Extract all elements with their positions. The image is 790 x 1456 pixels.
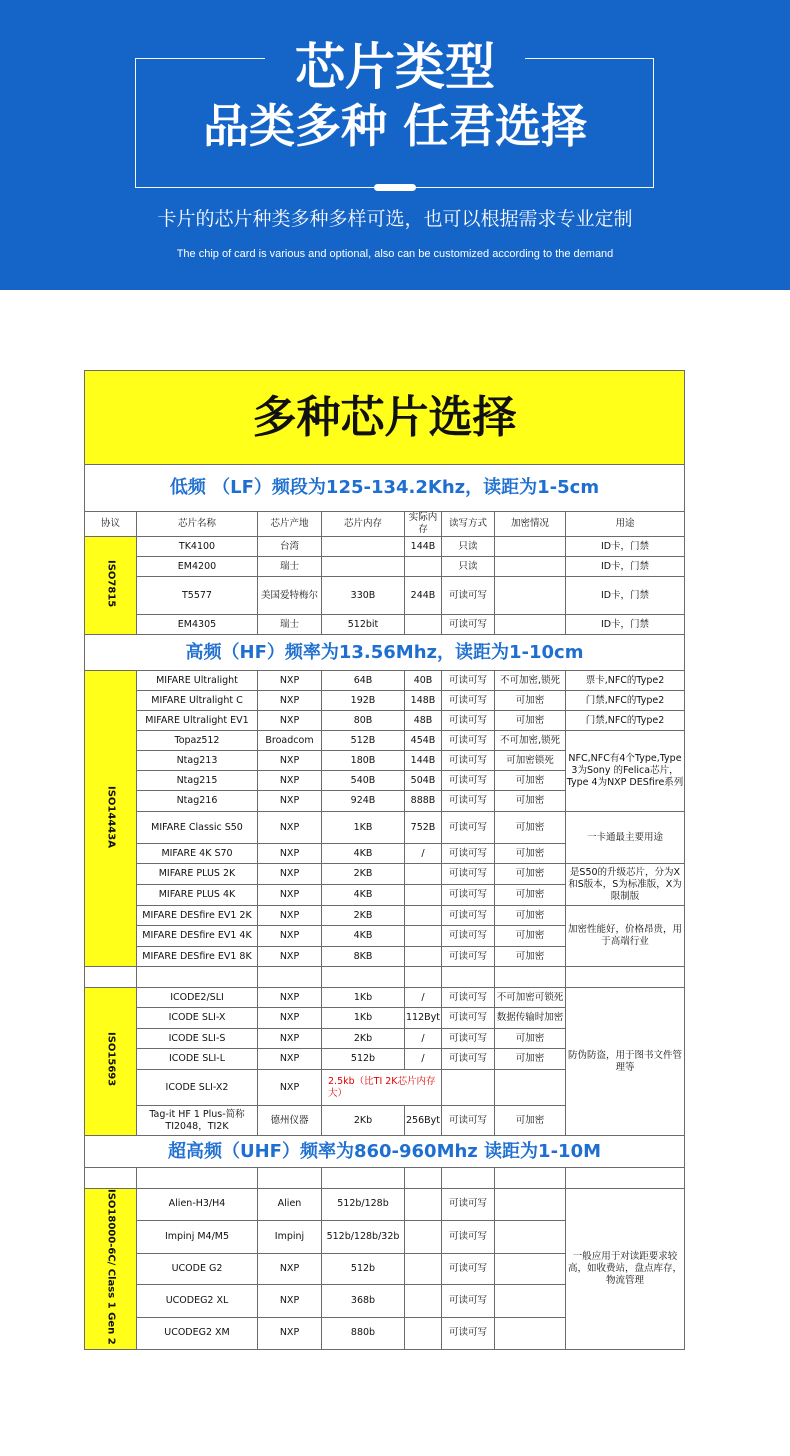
table-cell: 可读可写 — [442, 1106, 495, 1136]
chip-table — [84, 370, 685, 1350]
table-cell: NXP — [258, 1008, 322, 1029]
header-cell: 实际内存 — [405, 512, 442, 537]
table-cell — [405, 1318, 442, 1350]
use-cell: 门禁,NFC的Type2 — [566, 711, 685, 731]
table-cell: 可读可写 — [442, 1008, 495, 1029]
empty-row — [85, 967, 685, 988]
header-cell: 读写方式 — [442, 512, 495, 537]
table-cell: ID卡，门禁 — [566, 557, 685, 577]
table-cell: 可读可写 — [442, 844, 495, 864]
table-cell: 不可加密,锁死 — [495, 731, 566, 751]
table-cell: 台湾 — [258, 537, 322, 557]
table-cell: 可加密 — [495, 926, 566, 947]
table-cell — [405, 1220, 442, 1253]
protocol-hf: ISO14443A — [105, 785, 117, 848]
use-cell: 防伪防盗，用于图书文件管理等 — [566, 988, 685, 1136]
table-cell — [322, 557, 405, 577]
table-cell: EM4305 — [137, 615, 258, 635]
header-cell: 芯片产地 — [258, 512, 322, 537]
table-cell: ICODE2/SLI — [137, 988, 258, 1008]
table-row — [85, 671, 685, 691]
protocol-uhf: ISO18000-6C/ Class 1 Gen 2 — [105, 1189, 117, 1345]
table-cell: TK4100 — [137, 537, 258, 557]
table-row — [85, 577, 685, 615]
table-row — [85, 691, 685, 711]
table-cell — [495, 1070, 566, 1106]
banner-title: 芯片类型 — [295, 38, 495, 96]
table-cell: 可读可写 — [442, 906, 495, 926]
table-cell: 可加密 — [495, 885, 566, 906]
table-cell: Impinj M4/M5 — [137, 1220, 258, 1253]
table-cell: MIFARE PLUS 4K — [137, 885, 258, 906]
table-cell — [405, 864, 442, 885]
table-cell — [495, 1253, 566, 1285]
banner-notch — [374, 184, 416, 191]
table-cell: T5577 — [137, 577, 258, 615]
table-cell: 4KB — [322, 926, 405, 947]
table-cell: 924B — [322, 791, 405, 812]
table-cell: 512b/128b — [322, 1189, 405, 1221]
table-cell — [495, 1189, 566, 1221]
table-cell: NXP — [258, 1070, 322, 1106]
table-cell: 可读可写 — [442, 1029, 495, 1049]
table-cell: UCODEG2 XM — [137, 1318, 258, 1350]
use-cell: 加密性能好，价格昂贵，用于高端行业 — [566, 906, 685, 967]
header-cell: 加密情况 — [495, 512, 566, 537]
table-cell: MIFARE Ultralight C — [137, 691, 258, 711]
table-cell: 512b — [322, 1253, 405, 1285]
table-cell: 180B — [322, 751, 405, 771]
table-cell: Broadcom — [258, 731, 322, 751]
table-row — [85, 812, 685, 844]
table-cell: MIFARE 4K S70 — [137, 844, 258, 864]
table-cell: MIFARE DESfire EV1 2K — [137, 906, 258, 926]
table-cell: ICODE SLI-L — [137, 1049, 258, 1070]
table-cell: 数据传输时加密 — [495, 1008, 566, 1029]
table-cell: NXP — [258, 1318, 322, 1350]
table-cell: 144B — [405, 537, 442, 557]
table-cell: 可加密 — [495, 812, 566, 844]
table-cell: Alien — [258, 1189, 322, 1221]
band-uhf: 超高频（UHF）频率为860-960Mhz 读距为1-10M — [85, 1136, 685, 1168]
protocol-iso15693: ISO15693 — [105, 1032, 117, 1087]
table-cell: 144B — [405, 751, 442, 771]
table-cell: NXP — [258, 864, 322, 885]
empty-row — [85, 1168, 685, 1189]
table-cell: NXP — [258, 812, 322, 844]
table-cell: 可读可写 — [442, 771, 495, 791]
banner-subtitle-cn: 卡片的芯片种类多种多样可选，也可以根据需求专业定制 — [157, 208, 633, 230]
table-cell: NXP — [258, 885, 322, 906]
table-cell: ID卡，门禁 — [566, 577, 685, 615]
table-cell: 可读可写 — [442, 751, 495, 771]
table-cell: MIFARE Ultralight — [137, 671, 258, 691]
table-cell — [405, 926, 442, 947]
table-cell: 可加密 — [495, 691, 566, 711]
table-cell: 可读可写 — [442, 1253, 495, 1285]
table-cell: 可读可写 — [442, 615, 495, 635]
table-cell — [405, 906, 442, 926]
table-cell: UCODEG2 XL — [137, 1285, 258, 1318]
table-cell: / — [405, 844, 442, 864]
table-cell: 可读可写 — [442, 1285, 495, 1318]
table-cell: 可读可写 — [442, 926, 495, 947]
table-cell: NXP — [258, 711, 322, 731]
table-cell-highlight: 2.5kb（比TI 2K芯片内存大） — [322, 1070, 442, 1106]
table-cell: 2KB — [322, 864, 405, 885]
table-cell: 可读可写 — [442, 577, 495, 615]
protocol-cell — [85, 537, 137, 635]
table-cell: 244B — [405, 577, 442, 615]
table-cell: 可读可写 — [442, 988, 495, 1008]
table-row — [85, 711, 685, 731]
table-cell: 148B — [405, 691, 442, 711]
header-cell: 芯片内存 — [322, 512, 405, 537]
header-banner — [0, 0, 790, 290]
table-cell: NXP — [258, 1253, 322, 1285]
table-cell: ICODE SLI-X2 — [137, 1070, 258, 1106]
table-cell: Alien-H3/H4 — [137, 1189, 258, 1221]
table-cell: 512b/128b/32b — [322, 1220, 405, 1253]
table-cell: 1Kb — [322, 988, 405, 1008]
use-cell: 一卡通最主要用途 — [566, 812, 685, 864]
table-cell: 可加密 — [495, 947, 566, 967]
table-row — [85, 615, 685, 635]
table-cell: Ntag213 — [137, 751, 258, 771]
table-cell: MIFARE Classic S50 — [137, 812, 258, 844]
table-cell: EM4200 — [137, 557, 258, 577]
use-cell: NFC,NFC有4个Type,Type 3为Sony 的Felica芯片，Type 4为NXP DESfire系列 — [566, 731, 685, 812]
table-cell: Topaz512 — [137, 731, 258, 751]
table-cell: 可读可写 — [442, 1189, 495, 1221]
table-cell: NXP — [258, 926, 322, 947]
table-cell: 454B — [405, 731, 442, 751]
table-cell: 可读可写 — [442, 812, 495, 844]
table-cell: Ntag216 — [137, 791, 258, 812]
table-cell: NXP — [258, 1029, 322, 1049]
use-cell: 门禁,NFC的Type2 — [566, 691, 685, 711]
table-cell — [405, 947, 442, 967]
table-cell — [405, 615, 442, 635]
protocol-lf: ISO7815 — [105, 559, 117, 608]
table-cell: Impinj — [258, 1220, 322, 1253]
table-cell: 可读可写 — [442, 711, 495, 731]
table-row — [85, 1189, 685, 1221]
table-cell: 可读可写 — [442, 671, 495, 691]
table-cell: 可读可写 — [442, 691, 495, 711]
table-cell — [495, 1220, 566, 1253]
table-cell: 可读可写 — [442, 885, 495, 906]
protocol-cell — [85, 988, 137, 1136]
table-row — [85, 864, 685, 885]
table-header-row — [85, 512, 685, 537]
table-cell: 330B — [322, 577, 405, 615]
table-cell: 可读可写 — [442, 731, 495, 751]
table-cell — [495, 1285, 566, 1318]
use-cell: 一般应用于对读距要求较高，如收费站，盘点库存，物流管理 — [566, 1189, 685, 1350]
table-cell: MIFARE DESfire EV1 4K — [137, 926, 258, 947]
use-cell: 票卡,NFC的Type2 — [566, 671, 685, 691]
table-cell — [495, 577, 566, 615]
table-cell: 可读可写 — [442, 1220, 495, 1253]
table-cell: 112Byt — [405, 1008, 442, 1029]
header-cell: 协议 — [85, 512, 137, 537]
table-cell: 可加密 — [495, 906, 566, 926]
table-row — [85, 557, 685, 577]
table-cell: 只读 — [442, 557, 495, 577]
table-cell: 可加密 — [495, 844, 566, 864]
table-cell: ID卡，门禁 — [566, 537, 685, 557]
table-cell: 2Kb — [322, 1029, 405, 1049]
table-cell — [495, 615, 566, 635]
table-title: 多种芯片选择 — [85, 371, 685, 465]
table-cell: 256Byt — [405, 1106, 442, 1136]
table-cell: NXP — [258, 906, 322, 926]
table-row — [85, 988, 685, 1008]
table-cell: 可读可写 — [442, 791, 495, 812]
table-cell — [405, 557, 442, 577]
table-row — [85, 537, 685, 557]
table-cell: 80B — [322, 711, 405, 731]
table-cell: 可加密 — [495, 1049, 566, 1070]
table-cell: 1KB — [322, 812, 405, 844]
banner-subtitle-en: The chip of card is various and optional, also can be customized according to the demand — [176, 248, 614, 260]
table-cell: Ntag215 — [137, 771, 258, 791]
table-cell — [495, 557, 566, 577]
table-row — [85, 731, 685, 751]
table-cell: 可加密 — [495, 1106, 566, 1136]
table-cell: 可加密 — [495, 1029, 566, 1049]
table-cell: 512bit — [322, 615, 405, 635]
table-cell: 2KB — [322, 906, 405, 926]
table-cell: 40B — [405, 671, 442, 691]
table-cell: 可读可写 — [442, 947, 495, 967]
table-cell — [322, 537, 405, 557]
table-cell: UCODE G2 — [137, 1253, 258, 1285]
table-cell: NXP — [258, 671, 322, 691]
table-cell: 192B — [322, 691, 405, 711]
table-cell: 888B — [405, 791, 442, 812]
table-cell: ICODE SLI-S — [137, 1029, 258, 1049]
table-cell: 不可加密,锁死 — [495, 671, 566, 691]
table-cell: 8KB — [322, 947, 405, 967]
table-cell: 48B — [405, 711, 442, 731]
table-cell: 瑞士 — [258, 557, 322, 577]
table-cell: / — [405, 1029, 442, 1049]
table-cell: 368b — [322, 1285, 405, 1318]
table-cell: 504B — [405, 771, 442, 791]
band-lf: 低频 （LF）频段为125-134.2Khz，读距为1-5cm — [85, 465, 685, 512]
table-cell: 1Kb — [322, 1008, 405, 1029]
table-cell — [495, 1318, 566, 1350]
table-cell — [405, 1253, 442, 1285]
table-cell: MIFARE PLUS 2K — [137, 864, 258, 885]
table-cell: 可加密 — [495, 791, 566, 812]
table-cell: 只读 — [442, 537, 495, 557]
header-cell: 芯片名称 — [137, 512, 258, 537]
header-cell: 用途 — [566, 512, 685, 537]
table-cell: 64B — [322, 671, 405, 691]
table-cell: 752B — [405, 812, 442, 844]
table-cell — [405, 885, 442, 906]
table-cell: NXP — [258, 751, 322, 771]
table-cell: 德州仪器 — [258, 1106, 322, 1136]
table-cell — [495, 537, 566, 557]
table-cell: 可加密 — [495, 864, 566, 885]
table-cell: 可读可写 — [442, 1049, 495, 1070]
table-cell: 不可加密可锁死 — [495, 988, 566, 1008]
table-cell: NXP — [258, 1285, 322, 1318]
table-cell: 可读可写 — [442, 1318, 495, 1350]
table-cell: / — [405, 1049, 442, 1070]
table-cell: 512b — [322, 1049, 405, 1070]
protocol-cell — [85, 671, 137, 967]
protocol-cell — [85, 1189, 137, 1350]
table-cell: NXP — [258, 844, 322, 864]
banner-slogan: 品类多种 任君选择 — [202, 99, 587, 153]
table-cell: 可加密 — [495, 771, 566, 791]
table-cell: 4KB — [322, 885, 405, 906]
table-cell — [405, 1189, 442, 1221]
table-cell: MIFARE DESfire EV1 8K — [137, 947, 258, 967]
table-cell: 880b — [322, 1318, 405, 1350]
table-cell: NXP — [258, 1049, 322, 1070]
table-cell — [442, 1070, 495, 1106]
table-cell — [405, 1285, 442, 1318]
use-cell: 是S50的升级芯片，分为X和S版本，S为标准版，X为限制版 — [566, 864, 685, 906]
table-cell: MIFARE Ultralight EV1 — [137, 711, 258, 731]
table-cell: NXP — [258, 988, 322, 1008]
table-cell: 可加密锁死 — [495, 751, 566, 771]
table-cell: 4KB — [322, 844, 405, 864]
table-cell: 512B — [322, 731, 405, 751]
table-cell: NXP — [258, 691, 322, 711]
table-row — [85, 906, 685, 926]
table-cell: 2Kb — [322, 1106, 405, 1136]
table-cell: 540B — [322, 771, 405, 791]
table-cell: NXP — [258, 791, 322, 812]
table-cell: NXP — [258, 771, 322, 791]
table-cell: 美国爱特梅尔 — [258, 577, 322, 615]
table-cell: Tag-it HF 1 Plus-简称TI2048，TI2K — [137, 1106, 258, 1136]
table-cell: NXP — [258, 947, 322, 967]
table-cell: 可读可写 — [442, 864, 495, 885]
table-cell: ICODE SLI-X — [137, 1008, 258, 1029]
band-hf: 高频（HF）频率为13.56Mhz，读距为1-10cm — [85, 635, 685, 671]
table-cell: 瑞士 — [258, 615, 322, 635]
table-cell: 可加密 — [495, 711, 566, 731]
table-cell: / — [405, 988, 442, 1008]
table-cell: ID卡，门禁 — [566, 615, 685, 635]
